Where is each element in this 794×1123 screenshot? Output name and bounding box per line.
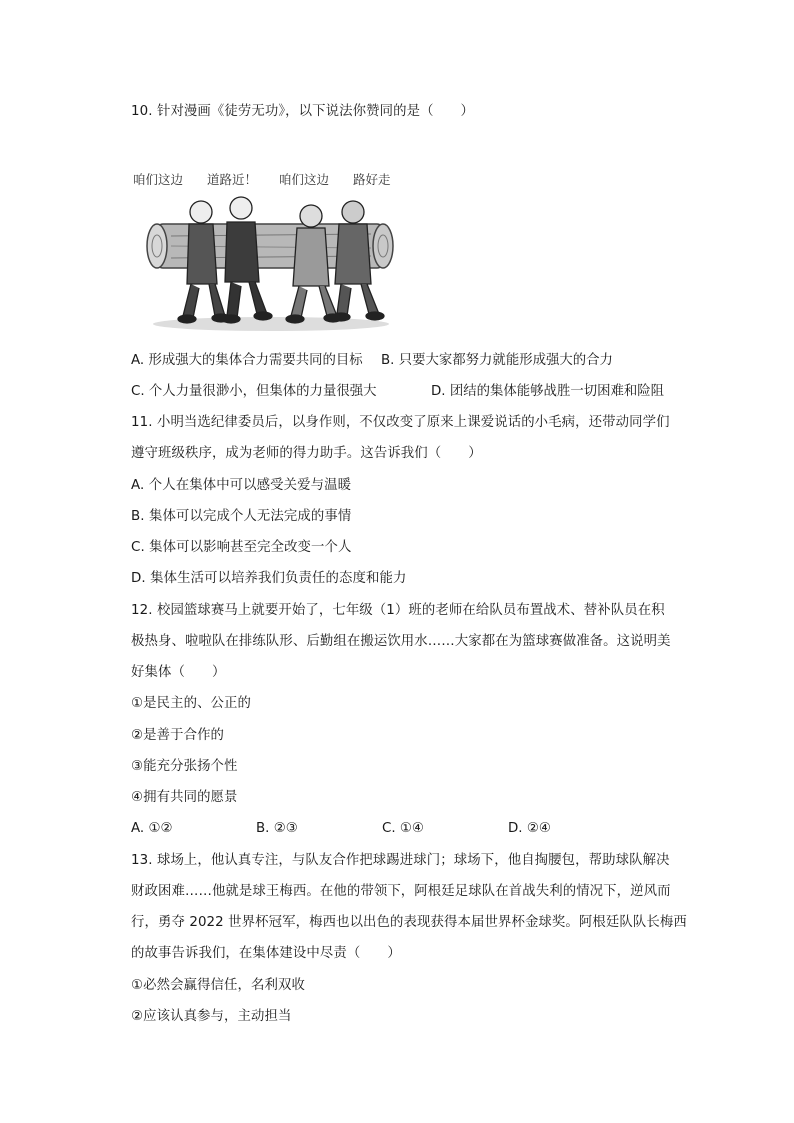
q10-option-c[interactable]: C. 个人力量很渺小，但集体的力量很强大: [131, 384, 377, 399]
cartoon-caption-1: 咱们这边: [133, 172, 184, 187]
q13-stem-line-1: 13. 球场上，他认真专注，与队友合作把球踢进球门；球场下，他自掏腰包，帮助球队解决: [131, 853, 670, 868]
q12-option-b[interactable]: B. ②③: [256, 821, 298, 836]
q10-option-a[interactable]: A. 形成强大的集体合力需要共同的目标: [131, 353, 363, 368]
q12-item-2: ②是善于合作的: [131, 728, 225, 743]
q12-stem-line-2: 极热身、啦啦队在排练队形、后勤组在搬运饮用水……大家都在为篮球赛做准备。这说明美: [131, 634, 671, 649]
q12-item-1: ①是民主的、公正的: [131, 696, 252, 711]
q13-stem-line-4: 的故事告诉我们，在集体建设中尽责（ ）: [131, 946, 401, 961]
q12-stem-line-3: 好集体（ ）: [131, 665, 226, 680]
q12-option-a[interactable]: A. ①②: [131, 821, 173, 836]
cartoon-caption-4: 路好走: [353, 172, 391, 187]
q12-option-d[interactable]: D. ②④: [508, 821, 551, 836]
q10-option-b[interactable]: B. 只要大家都努力就能形成强大的合力: [381, 353, 613, 368]
cartoon-image: [131, 166, 403, 338]
q12-item-3: ③能充分张扬个性: [131, 759, 238, 774]
q12-stem-line-1: 12. 校园篮球赛马上就要开始了，七年级（1）班的老师在给队员布置战术、替补队员在积: [131, 603, 665, 618]
q11-option-b[interactable]: B. 集体可以完成个人无法完成的事情: [131, 509, 352, 524]
cartoon-caption-3: 咱们这边: [279, 172, 330, 187]
q12-option-c[interactable]: C. ①④: [382, 821, 424, 836]
q10-option-d[interactable]: D. 团结的集体能够战胜一切困难和险阻: [431, 384, 665, 399]
q11-stem-line-2: 遵守班级秩序，成为老师的得力助手。这告诉我们（ ）: [131, 446, 482, 461]
q11-option-a[interactable]: A. 个人在集体中可以感受关爱与温暖: [131, 478, 352, 493]
q10-stem: 10. 针对漫画《徒劳无功》，以下说法你赞同的是（ ）: [131, 104, 475, 119]
q13-stem-line-3: 行，勇夺 2022 世界杯冠军，梅西也以出色的表现获得本届世界杯金球奖。阿根廷队队长梅西: [131, 915, 687, 930]
q12-item-4: ④拥有共同的愿景: [131, 790, 238, 805]
q13-item-1: ①必然会赢得信任，名利双收: [131, 978, 305, 993]
q11-option-c[interactable]: C. 集体可以影响甚至完全改变一个人: [131, 540, 352, 555]
q13-stem-line-2: 财政困难……他就是球王梅西。在他的带领下，阿根廷足球队在首战失利的情况下，逆风而: [131, 884, 671, 899]
q13-item-2: ②应该认真参与，主动担当: [131, 1009, 292, 1024]
cartoon-caption-2: 道路近！: [207, 172, 258, 187]
q11-stem-line-1: 11. 小明当选纪律委员后，以身作则，不仅改变了原来上课爱说话的小毛病，还带动同学们: [131, 415, 670, 430]
q11-option-d[interactable]: D. 集体生活可以培养我们负责任的态度和能力: [131, 571, 407, 586]
